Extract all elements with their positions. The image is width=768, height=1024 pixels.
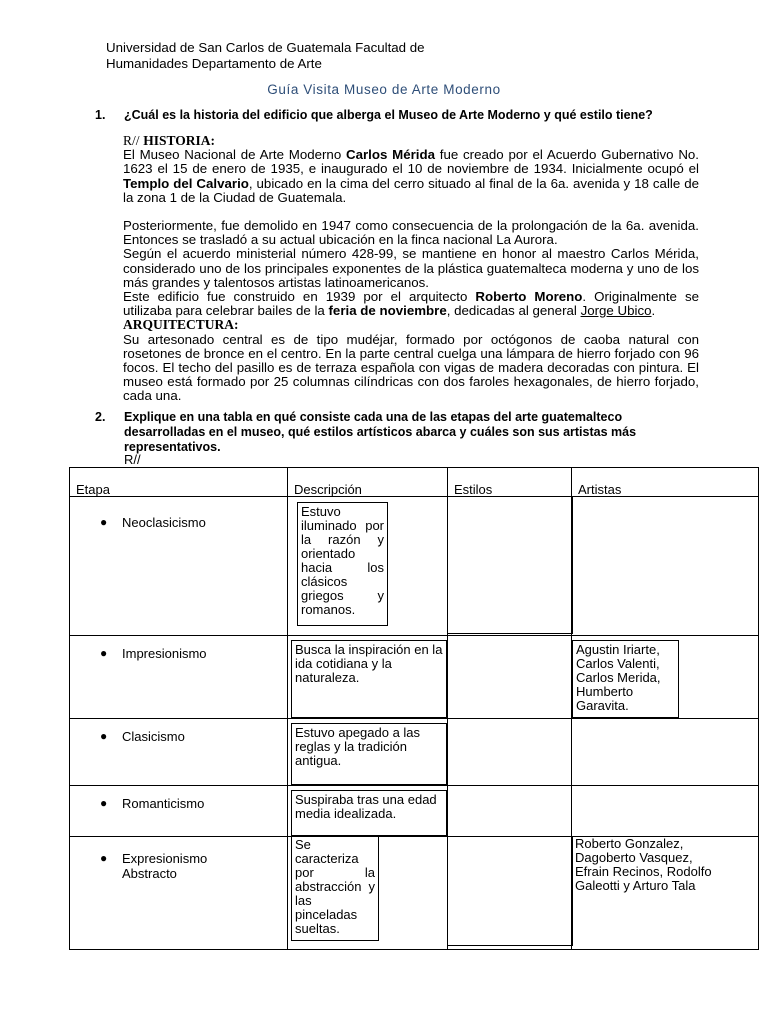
text-run: , ubicado en la cima del cerro situado al final de la 6a. avenida y 18 calle de la zona 1 de la Ciudad de Guatemala. [123, 175, 699, 205]
text-run: fue creado por el Acuerdo Gubernativo No. 1623 el 15 de enero de 1935, e inaugurado el 10 de noviembre de 1934. Inicialmente ocupó el [123, 147, 700, 177]
header-artistas [572, 468, 759, 497]
artistas-cell [572, 497, 759, 636]
header-label: Estilos [454, 482, 493, 497]
etapa-item [70, 497, 287, 530]
text-run: Este edificio fue construido en 1939 por el arquitecto [123, 289, 476, 305]
estilos-box [448, 837, 573, 946]
jorge-ubico-underlined: Jorge Ubico [580, 303, 652, 319]
question-2-answer-prefix: R// [124, 452, 141, 467]
etapa-cell [70, 497, 288, 636]
bullet-icon: ● [100, 729, 108, 743]
artistas-cell [572, 837, 759, 950]
historia-paragraph-3: Según el acuerdo ministerial número 428-99, se mantiene en honor al maestro Carlos Mérida, considerado uno de los principales exponentes de la plástica guatemalteca moderna y uno de los más grandes y talentosos artistas latinoamericanos. [123, 246, 699, 290]
bullet-icon: ● [100, 851, 108, 865]
header-etapa [70, 468, 288, 497]
arquitectura-heading: ARQUITECTURA: [123, 317, 239, 333]
etapa-item [70, 719, 287, 744]
header-descripcion [288, 468, 448, 497]
question-1-number: 1. [95, 108, 106, 122]
estilos-cell [448, 719, 572, 786]
table-row [70, 719, 759, 786]
etapa-cell [70, 786, 288, 837]
etapa-label: Clasicismo [122, 729, 185, 744]
historia-paragraph-2: Posteriormente, fue demolido en 1947 como consecuencia de la prolongación de la 6a. avenida. Entonces se trasladó a su actual ubicación en la finca nacional La Aurora. [123, 218, 699, 248]
estilos-cell [448, 636, 572, 719]
etapa-label: Neoclasicismo [122, 515, 206, 530]
artistas-cell [572, 719, 759, 786]
etapa-item [70, 636, 287, 661]
table-row [70, 837, 759, 950]
descripcion-text: Estuvo iluminado por la razón y orientado hacia los clásicos griegos y romanos. [297, 502, 388, 626]
estilos-cell [448, 497, 572, 636]
descripcion-text: Busca la inspiración en la ida cotidiana y la naturaleza. [291, 640, 447, 718]
question-2-number: 2. [95, 410, 106, 424]
question-1-answer [123, 134, 699, 404]
etapa-label: Impresionismo [122, 646, 207, 661]
answer-prefix: R// [123, 133, 140, 148]
bullet-icon: ● [100, 796, 108, 810]
etapas-table [69, 467, 759, 950]
question-1-text: ¿Cuál es la historia del edificio que alberga el Museo de Arte Moderno y qué estilo tiene? [124, 108, 653, 122]
roberto-moreno-bold: Roberto Moreno [475, 289, 583, 305]
descripcion-cell [288, 719, 448, 786]
descripcion-cell [288, 636, 448, 719]
header-label: Etapa [76, 482, 110, 497]
table-row [70, 497, 759, 636]
text-run: . Originalmente se utilizaba para celebrar bailes de la [123, 289, 699, 319]
descripcion-text: Estuvo apegado a las reglas y la tradición antigua. [291, 723, 447, 785]
estilos-cell [448, 837, 572, 950]
descripcion-text: Suspiraba tras una edad media idealizada. [291, 790, 447, 836]
descripcion-text: Se caracteriza por la abstracción y las pinceladas sueltas. [291, 835, 379, 941]
artistas-cell [572, 786, 759, 837]
descripcion-cell [288, 837, 448, 950]
table-row [70, 786, 759, 837]
text-run: , dedicadas al general [446, 303, 581, 319]
descripcion-cell [288, 497, 448, 636]
header-estilos [448, 468, 572, 497]
etapa-cell [70, 837, 288, 950]
question-2-text: Explique en una tabla en qué consiste cada una de las etapas del arte guatemalteco desarrolladas en el museo, qué estilos artísticos abarca y cuáles son sus artistas más representativos. [124, 410, 637, 454]
document-title: Guía Visita Museo de Arte Moderno [267, 82, 501, 97]
bullet-icon: ● [100, 515, 108, 529]
etapa-label: Romanticismo [122, 796, 205, 811]
etapa-item [70, 837, 287, 881]
descripcion-cell [288, 786, 448, 837]
estilos-box [448, 497, 573, 634]
carlos-merida-bold: Carlos Mérida [346, 147, 436, 163]
table-header-row [70, 468, 759, 497]
artistas-text: Agustin Iriarte, Carlos Valenti, Carlos Merida, Humberto Garavita. [572, 640, 679, 718]
estilos-cell [448, 786, 572, 837]
feria-noviembre-bold: feria de noviembre [328, 303, 447, 319]
artistas-cell [572, 636, 759, 719]
table-row [70, 636, 759, 719]
text-run: . [651, 303, 656, 319]
header-label: Artistas [578, 482, 622, 497]
institution-header: Universidad de San Carlos de Guatemala Facultad de Humanidades Departamento de Arte [106, 40, 425, 71]
historia-heading-line [123, 134, 699, 148]
text-run: El Museo Nacional de Arte Moderno [123, 147, 346, 163]
historia-paragraph-1 [123, 148, 699, 205]
etapa-label: Expresionismo Abstracto [122, 851, 208, 881]
historia-paragraph-4 [123, 290, 699, 318]
artistas-text: Roberto Gonzalez, Dagoberto Vasquez, Efrain Recinos, Rodolfo Galeotti y Arturo Tala [575, 836, 712, 893]
etapa-cell [70, 636, 288, 719]
etapa-item [70, 786, 287, 811]
header-label: Descripción [294, 482, 362, 497]
historia-heading: HISTORIA: [143, 133, 215, 148]
arquitectura-paragraph: Su artesonado central es de tipo mudéjar, formado por octógonos de caoba natural con rosetones de bronce en el centro. En la parte central cuelga una lámpara de hierro forjado con 96 focos. El techo del pasillo es de terraza española con vigas de madera decoradas con pintura. El museo está formado por 25 columnas cilíndricas con dos faroles hexagonales, de hierro forjado, cada una. [123, 331, 699, 404]
templo-calvario-bold: Templo del Calvario [123, 175, 249, 191]
etapa-cell [70, 719, 288, 786]
bullet-icon: ● [100, 646, 108, 660]
